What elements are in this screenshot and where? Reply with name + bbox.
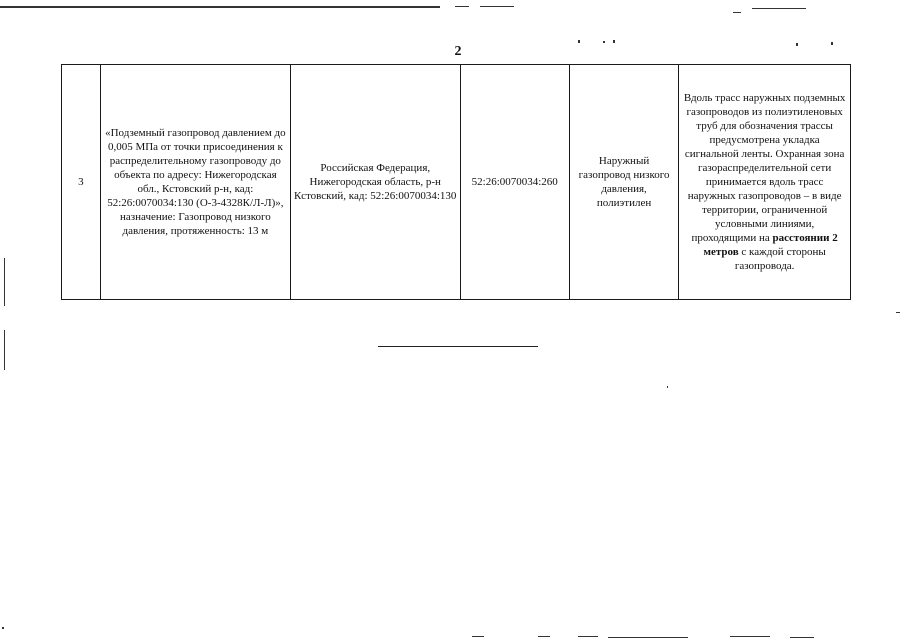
scan-dot-6 [667,386,668,388]
location-cell: Российская Федерация, Нижегородская область, р-н Кстовский, кад: 52:26:0070034:130 [290,65,460,300]
scan-line-top-right2 [733,12,741,13]
scan-line-bottom-6 [790,637,814,638]
note-text-part1: Вдоль трасс наружных подземных газопроводов из полиэтиленовых труб для обозначения трассы предусмотрена укладка сигнальной ленты. Охранная зона газораспределительной сети принимается вдоль трасс наружных газопроводов – в виде территории, ограниченной условными линиями, проходящими на [683,92,846,244]
scan-dot-5 [831,42,833,45]
scan-line-bottom-1 [472,636,484,637]
end-of-document-line [378,346,538,347]
scan-line-top-left [0,6,440,8]
scan-line-top-right [752,8,806,9]
scan-dot-3 [613,40,615,43]
scan-dot-4 [796,43,798,46]
row-number-cell: 3 [62,65,101,300]
note-cell [679,65,851,300]
scan-line-top-mid [455,6,469,7]
scan-dot-1 [578,40,580,43]
scan-line-top-mid2 [480,6,514,7]
note-text-part2: с каждой стороны газопровода. [734,246,826,272]
scan-edge-left-1 [4,258,5,306]
table-row [62,65,851,300]
scan-edge-left-2 [4,330,5,370]
scan-dot-7 [2,627,4,629]
easement-table [61,64,851,300]
scan-line-bottom-2 [538,636,550,637]
scan-edge-right [896,312,900,313]
note-text-bold: расстоянии 2 метров [703,232,838,258]
scan-dot-2 [603,41,605,43]
page-number: 2 [454,44,462,59]
cadastral-number-cell: 52:26:0070034:260 [460,65,569,300]
object-description-cell: «Подземный газопровод давлением до 0,005 МПа от точки присоединения к распределительному газопроводу до объекта по адресу: Нижегородская обл., Кстовский р-н, кад: 52:26:0070034:130 (О-3-4328К/Л-Л)», назначение: Газопровод низкого давления, протяженность: 13 м [100,65,290,300]
scan-line-bottom-5 [730,636,770,637]
scan-line-bottom-4 [608,637,688,638]
object-type-cell: Наружный газопровод низкого давления, полиэтилен [569,65,678,300]
scan-line-bottom-3 [578,636,598,637]
